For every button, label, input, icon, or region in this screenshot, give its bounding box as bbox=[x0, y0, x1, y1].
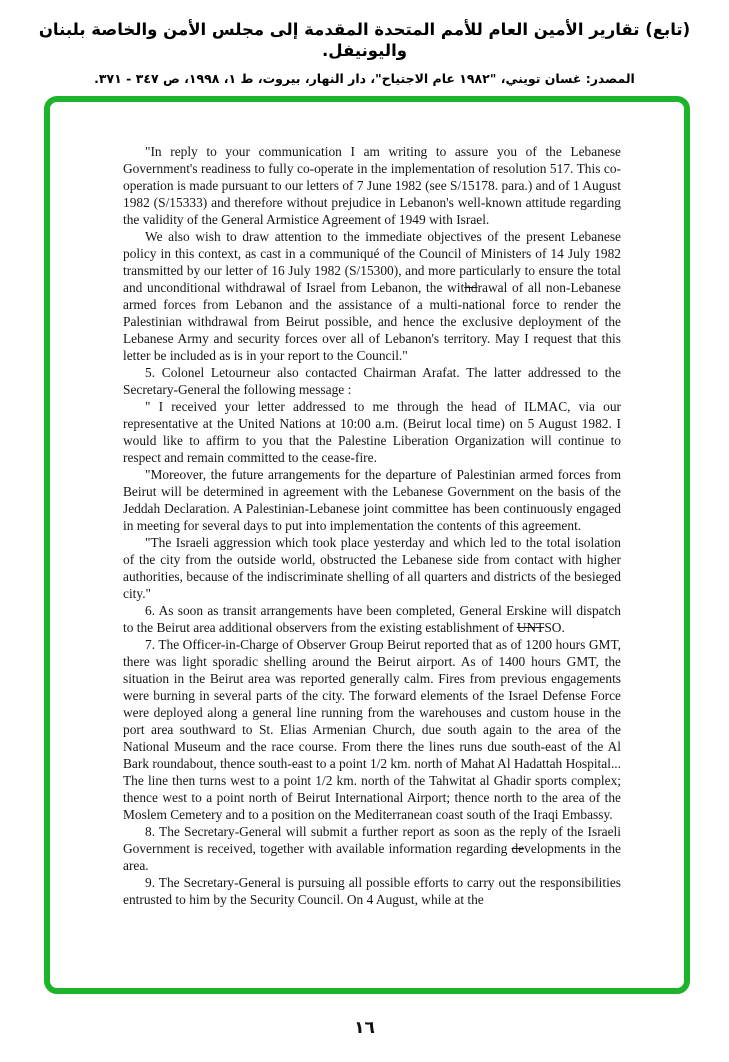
text-segment: "Moreover, the future arrangements for the departure of Palestinian armed forces from Beirut will be determined in agreement with the Lebanese Government on the basis of the Jeddah Declaration. A Palestinian-Lebanese joint committee has been continuously engaged in meeting for several days to put into implementation the contents of this agreement. bbox=[123, 467, 621, 533]
text-segment: 9. The Secretary-General is pursuing all possible efforts to carry out the responsibilities entrusted to him by the Security Council. On 4 August, while at the bbox=[123, 875, 621, 907]
text-segment: velopments in the area. bbox=[123, 841, 621, 873]
paragraph bbox=[123, 228, 621, 364]
paragraph bbox=[123, 364, 621, 398]
text-segment: SO. bbox=[544, 620, 565, 635]
text-segment: rawal of all non-Lebanese armed forces from Lebanon and the assistance of a multi-national force to render the Palestinian withdrawal from Beirut possible, and hence the exclusive deployment of the Lebanese Army and security forces over all of Lebanon's territory. May I request that this letter be included as is in your report to the Council." bbox=[123, 280, 621, 363]
paragraph bbox=[123, 874, 621, 908]
paragraph bbox=[123, 466, 621, 534]
text-segment: "The Israeli aggression which took place yesterday and which led to the total isolation of the city from the outside world, obstructed the Lebanese side from contact with higher authorities, because of the indiscriminate shelling of all quarters and districts of the besieged city." bbox=[123, 535, 621, 601]
document-body bbox=[123, 143, 621, 908]
header-title-arabic: (تابع) تقارير الأمين العام للأمم المتحدة المقدمة إلى مجلس الأمن والخاصة بلبنان واليونيفل. bbox=[38, 20, 691, 60]
text-segment: 7. The Officer-in-Charge of Observer Group Beirut reported that as of 1200 hours GMT, there was light sporadic shelling around the Beirut airport. As of 1400 hours GMT, the situation in the Beirut area was reported generally calm. Fires from previous engagements were burning in several parts of the city. The forward elements of the Israel Defense Force were deployed along a general line running from the warehouses and custom house in the port area southward to St. Elias Armenian Church, due south again to the area of the National Museum and the race course. From there the lines runs due south-east of the Al Bark roundabout, thence south-east to a point 1/2 km. north of Mahat Al Hadattah Hospital... The line then turns west to a point 1/2 km. north of the Tahwitat al Ghadir sports complex; thence west to a point north of Beirut International Airport; thence north to the area of the Moslem Cemetery and to a position on the Mediterranean coast south of the Iraqi Embassy. bbox=[123, 637, 621, 822]
text-segment: "In reply to your communication I am writing to assure you of the Lebanese Government's readiness to fully co-operate in the implementation of resolution 517. This co-operation is made pursuant to our letters of 7 June 1982 (see S/15178. para.) and of 1 August 1982 (S/15333) and therefore without prejudice in Lebanon's well-known attitude regarding the validity of the General Armistice Agreement of 1949 with Israel. bbox=[123, 144, 621, 227]
struck-text: de bbox=[511, 841, 525, 856]
page-header bbox=[30, 20, 699, 86]
paragraph bbox=[123, 398, 621, 466]
paragraph bbox=[123, 823, 621, 874]
header-source-citation-arabic: المصدر: غسان تويني، "١٩٨٢ عام الاجتياح"، دار النهار، بيروت، ط ١، ١٩٩٨، ص ٣٤٧ - ٣٧١. bbox=[94, 71, 635, 87]
paragraph bbox=[123, 602, 621, 636]
text-segment: We also wish to draw attention to the immediate objectives of the present Lebanese policy in this context, as cast in a communiqué of the Council of Ministers of 14 July 1982 transmitted by our letter of 16 July 1982 (S/15300), and more particularly to ensure the total and unconditional withdrawal of Israel from Lebanon, the wit bbox=[123, 229, 621, 295]
text-segment: 5. Colonel Letourneur also contacted Chairman Arafat. The latter addressed to the Secretary-General the following message : bbox=[123, 365, 621, 397]
paragraph bbox=[123, 143, 621, 228]
text-segment: 6. As soon as transit arrangements have been completed, General Erskine will dispatch to the Beirut area additional observers from the existing establishment of bbox=[123, 603, 621, 635]
text-segment: 8. The Secretary-General will submit a further report as soon as the reply of the Israeli Government is received, together with available information regarding bbox=[123, 824, 621, 856]
struck-text: hd bbox=[464, 280, 478, 295]
paragraph bbox=[123, 534, 621, 602]
text-segment: " I received your letter addressed to me through the head of ILMAC, via our representative at the United Nations at 10:00 a.m. (Beirut local time) on 5 August 1982. I would like to affirm to you that the Palestine Liberation Organization will continue to respect and remain committed to the cease-fire. bbox=[123, 399, 621, 465]
paragraph bbox=[123, 636, 621, 823]
struck-text: UNT bbox=[516, 620, 545, 635]
page-number: ١٦ bbox=[354, 1018, 375, 1038]
